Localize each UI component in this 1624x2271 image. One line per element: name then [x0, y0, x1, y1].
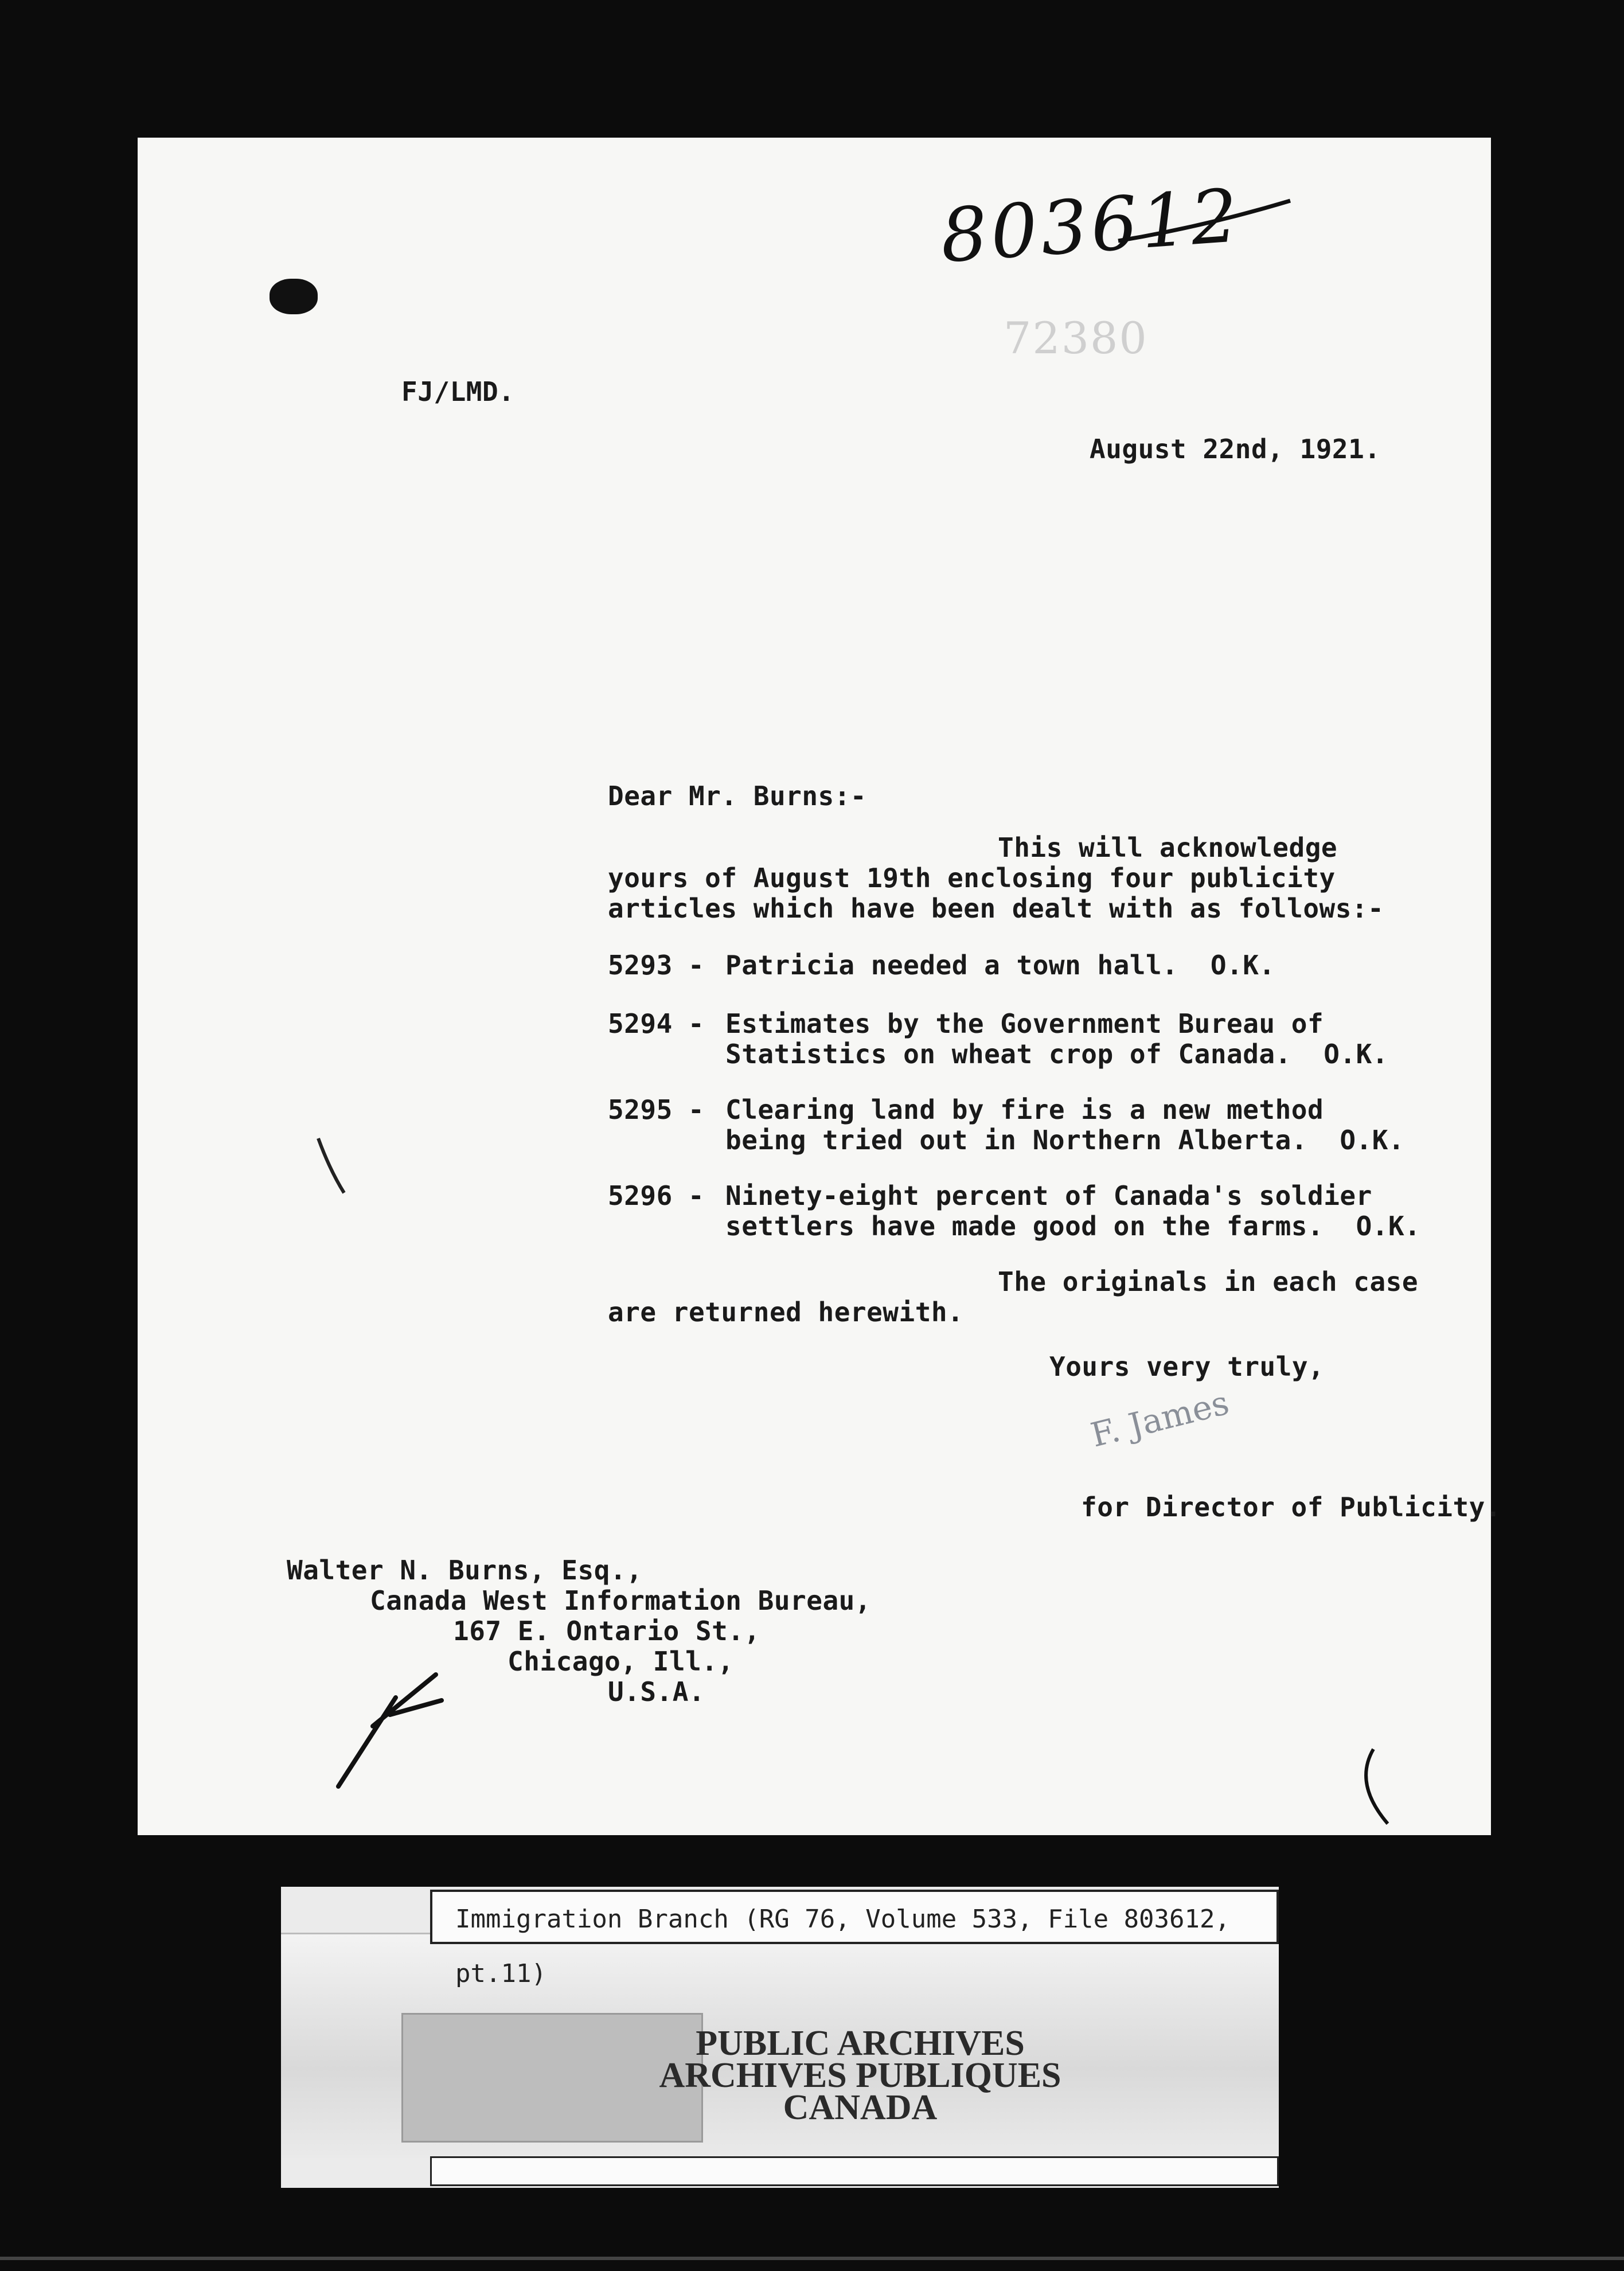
stamp-line-1: PUBLIC ARCHIVES [696, 2024, 1025, 2063]
addressee-line-5: U.S.A. [608, 1676, 705, 1707]
corner-curl-mark [1366, 1749, 1388, 1824]
item-dash: - [688, 1008, 705, 1039]
item-text: settlers have made good on the farms. O.K. [725, 1211, 1421, 1242]
item-text: Patricia needed a town hall. O.K. [725, 950, 1275, 981]
item-number: 5296 [608, 1180, 673, 1211]
signatory-title: for Director of Publicity. [1081, 1492, 1502, 1523]
intro-line-3: articles which have been dealt with as follows:- [608, 893, 1384, 924]
item-text: Ninety-eight percent of Canada's soldier [725, 1180, 1372, 1211]
handwritten-file-number: 803612 [938, 173, 1244, 280]
item-dash: - [688, 950, 705, 981]
bottom-rule [0, 2257, 1624, 2260]
addressee-line-3: 167 E. Ontario St., [453, 1616, 760, 1646]
item-number: 5295 [608, 1094, 673, 1125]
letter-date: August 22nd, 1921. [1090, 434, 1381, 465]
item-dash: - [688, 1094, 705, 1125]
margin-tick-mark [318, 1138, 344, 1193]
addressee-line-4: Chicago, Ill., [508, 1646, 734, 1677]
closing-line-1: The originals in each case [998, 1266, 1419, 1297]
check-mark [338, 1675, 442, 1786]
archive-caption: Immigration Branch (RG 76, Volume 533, File 803612, pt.11) [430, 1890, 1279, 1944]
archive-label-bottom-strip [430, 2156, 1279, 2186]
stamp-line-2: ARCHIVES PUBLIQUES [659, 2056, 1061, 2095]
intro-line-1: This will acknowledge [998, 832, 1338, 863]
signature: F. James [1087, 1383, 1233, 1455]
intro-line-2: yours of August 19th enclosing four publicity [608, 863, 1336, 893]
item-number: 5293 [608, 950, 673, 981]
valediction: Yours very truly, [1049, 1351, 1325, 1382]
item-text: being tried out in Northern Alberta. O.K. [725, 1125, 1405, 1156]
faded-stamp-number: 72380 [1004, 313, 1148, 364]
item-text: Statistics on wheat crop of Canada. O.K. [725, 1039, 1388, 1070]
addressee-line-2: Canada West Information Bureau, [370, 1585, 872, 1616]
item-dash: - [688, 1180, 705, 1211]
closing-line-2: are returned herewith. [608, 1297, 964, 1328]
addressee-line-1: Walter N. Burns, Esq., [287, 1555, 643, 1586]
salutation: Dear Mr. Burns:- [608, 781, 867, 811]
item-text: Estimates by the Government Bureau of [725, 1008, 1324, 1039]
item-text: Clearing land by fire is a new method [725, 1094, 1324, 1125]
public-archives-stamp [642, 2024, 1078, 2127]
underline-stroke-mark [1118, 201, 1290, 241]
item-number: 5294 [608, 1008, 673, 1039]
stamp-line-3: CANADA [783, 2088, 938, 2127]
reference-initials: FJ/LMD. [401, 376, 515, 407]
